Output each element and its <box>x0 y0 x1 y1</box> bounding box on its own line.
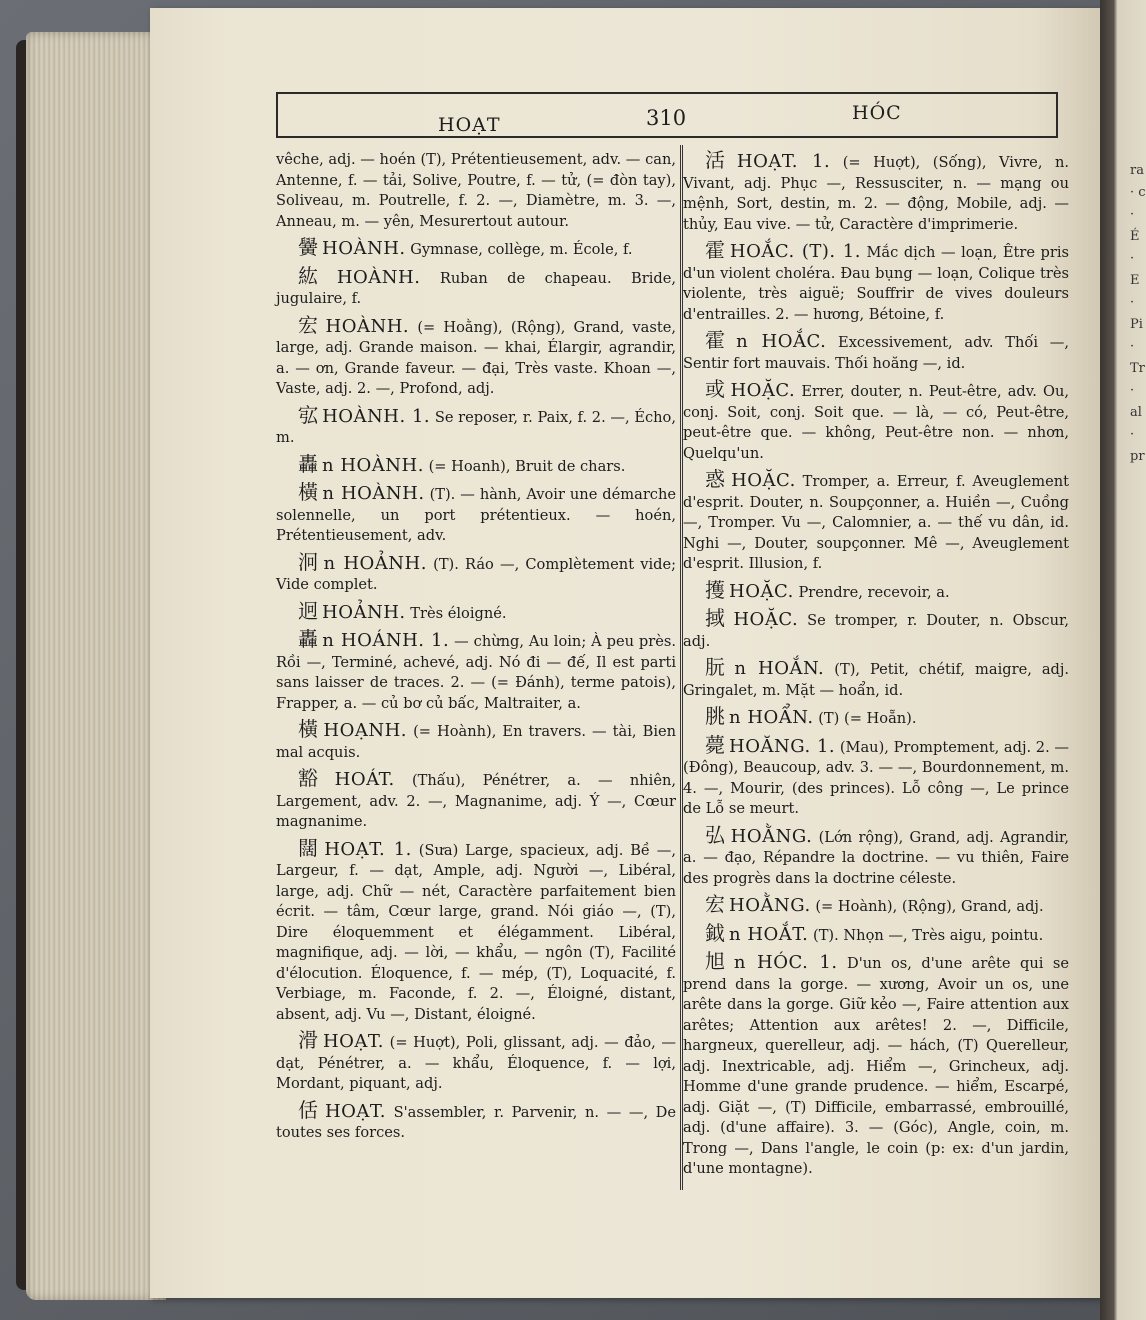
entry-headword: HOẶC. <box>729 580 794 602</box>
dictionary-entry <box>683 150 1069 235</box>
entry-character: 豁 <box>298 766 331 790</box>
entry-character: 宖 <box>298 402 319 427</box>
dictionary-entry <box>683 657 1069 701</box>
entry-definition: (= Hoằng), (Rộng), Grand, vaste, large, adj. Grande maison. — khai, Élargir, agrandir, a. — ơn, Grande faveur. — đại, Très vaste. Khoan —, Vaste, adj. 2. —, Profond, adj. <box>276 318 677 397</box>
entry-headword: HOẶC. <box>730 380 796 401</box>
entry-definition: Se tromper, r. Douter, n. Obscur, adj. <box>683 612 1070 650</box>
entry-character: 鉞 <box>705 920 725 945</box>
entry-definition: Excessivement, adv. Thối —, Sentir fort mauvais. Thối hoăng —, id. <box>683 334 1069 372</box>
entry-definition: (= Hoành), (Rộng), Grand, adj. <box>815 898 1044 915</box>
entry-headword: n HOẨN. <box>729 707 814 728</box>
entry-headword: n HOÀNH. <box>322 483 425 504</box>
dictionary-entry <box>683 469 1069 575</box>
entry-headword: HOĂNG. 1. <box>729 735 836 757</box>
entry-character: 宏 <box>298 312 322 337</box>
entry-definition: Gymnase, collège, m. École, f. <box>410 241 633 258</box>
continued-entry <box>276 150 676 232</box>
dictionary-entry <box>276 598 676 625</box>
running-header <box>276 92 1058 138</box>
entry-definition: (T). Ráo —, Complètement vide; Vide complet. <box>276 555 677 593</box>
entry-character: 弘 <box>705 822 727 847</box>
entry-headword: HOẢNH. <box>322 601 406 623</box>
dictionary-entry <box>276 451 676 478</box>
dictionary-entry <box>683 894 1069 918</box>
dictionary-entry <box>276 835 677 1026</box>
entry-headword: HOẠT. <box>322 1031 385 1052</box>
dictionary-entry <box>276 1030 676 1095</box>
entry-character: 宏 <box>705 892 725 916</box>
entry-definition: Prendre, recevoir, a. <box>798 583 950 601</box>
dictionary-entry <box>276 402 676 449</box>
entry-definition: D'un os, d'une arête qui se prend dans la gorge. — xương, Avoir un os, une arête dans la gorge. Giữ kẻo —, Faire attention aux arêtes; Attention aux arêtes! 2. —, Difficile, hargneux, querelleur, adj. — hách, (T) Querelleur, adj. Inextricable, adj. Hiểm —, Grincheux, adj. Homme d'une grande prudence. — hiểm, Escarpé, adj. Giặt —, (T) Difficile, embarrassé, embrouillé, adj. (d'une affaire). 3. — (Góc), Angle, coin, m. Trong —, Dans l'angle, le coin (p: ex: d'un jardin, d'une montagne). <box>683 955 1069 1177</box>
dictionary-entry <box>276 1097 677 1144</box>
entry-headword: HOẠT. <box>324 1100 387 1122</box>
header-left-word: HOẠT <box>438 114 501 136</box>
dictionary-entry <box>683 920 1069 947</box>
entry-character: 掝 <box>705 606 730 630</box>
entry-headword: HOÀNH. 1. <box>322 405 431 427</box>
page-number: 310 <box>646 106 687 130</box>
entry-character: 迥 <box>298 598 318 623</box>
entry-definition: (Sưa) Large, spacieux, adj. Bề —, Largeur, f. — dạt, Ample, adj. Người —, Libéral, large, adj. Chữ — nét, Caractère parfaitement bien écrit. — tâm, Cœur large, grand. Nói giáo —, (T), Dire éloquemment et élégamment. Libéral, magnifique, adj. — lời, — khẩu, — ngôn (T), Facilité d'élocution. Éloquence, f. — mép, (T), Loquacité, f. Verbiage, m. Faconde, f. 2. —, Éloigné, distant, absent, adj. Vu —, Distant, éloigné. <box>276 841 677 1023</box>
dictionary-entry <box>683 240 1069 325</box>
entry-definition: (= Hoành), En travers. — tài, Bien mal acquis. <box>276 723 677 761</box>
entry-headword: n HOÀNH. <box>322 454 424 476</box>
entry-character: 滑 <box>298 1028 319 1052</box>
entry-headword: n HOẮN. <box>734 658 825 679</box>
dictionary-entry <box>683 822 1069 890</box>
entry-definition: (Mau), Promptement, adj. 2. — (Đông), Beaucoup, adv. 3. — —, Bourdonnement, m. 4. —, Mourir, (des princes). Lỗ công —, Le prince de Lỗ se meurt. <box>683 738 1070 817</box>
entry-character: 霍 <box>705 238 726 262</box>
entry-definition: — chừng, Au loin; À peu près. Rồi —, Terminé, achevé, adj. Nó đi — đế, Il est parti sans laisser de traces. 2. — (= Đánh), terme patois), Frapper, a. — củ bơ củ bấc, Maltraiter, a. <box>276 633 677 712</box>
entry-character: 或 <box>705 377 727 401</box>
entry-character: 擭 <box>705 577 725 602</box>
entry-headword: HOẰNG. <box>729 895 811 916</box>
dictionary-entry <box>683 330 1069 374</box>
entry-character: 薨 <box>705 732 726 757</box>
entry-definition: Très éloigné. <box>410 604 507 622</box>
entry-character: 旭 <box>705 949 730 973</box>
dictionary-entry <box>276 549 677 596</box>
entry-definition: (= Hoanh), Bruit de chars. <box>428 457 626 475</box>
dictionary-entry <box>683 951 1069 1180</box>
dictionary-entry <box>276 719 676 763</box>
entry-definition: (T) (= Hoẵn). <box>818 710 917 727</box>
entry-headword: n HÓC. 1. <box>733 952 838 973</box>
dictionary-entry <box>683 732 1070 820</box>
entry-definition: (Thấu), Pénétrer, a. — nhiên, Largement, adv. 2. —, Magnanime, adj. Ý —, Cœur magnanime. <box>276 772 676 830</box>
entry-character: 轟 <box>298 627 319 651</box>
dictionary-entry <box>276 482 676 547</box>
header-right-word: HÓC <box>852 102 902 124</box>
entry-headword: n HOÁNH. 1. <box>322 630 450 651</box>
entry-character: 活 <box>705 148 733 172</box>
entry-headword: HOÀNH. <box>336 266 421 288</box>
entry-headword: HOẠT. 1. <box>736 151 831 172</box>
entry-headword: HOẰNG. <box>730 825 813 847</box>
entry-headword: HOẶC. <box>731 470 796 491</box>
entry-character: 橫 <box>298 717 320 741</box>
entry-definition: vêche, adj. — hoén (T), Prétentieusement, adv. — can, Antenne, f. — tải, Solive, Poutre, f. — tử, (= đòn tay), Soliveau, m. Poutrelle, f. 2. —, Diamètre, m. 3. —, Anneau, m. — yên, Mesurertout autour. <box>276 151 676 230</box>
entry-definition: (Lớn rộng), Grand, adj. Agrandir, a. — đạo, Répandre la doctrine. — vu thiên, Faire des progrès dans la doctrine céleste. <box>683 828 1069 887</box>
entry-character: 朓 <box>705 704 725 728</box>
entry-character: 惑 <box>705 467 728 491</box>
entry-headword: n HOẢNH. <box>323 552 427 574</box>
right-column <box>683 150 1069 1185</box>
entry-definition: Mắc dịch — loạn, Être pris d'un violent choléra. Đau bụng — loạn, Colique très violente, très aiguë; Souffrir de vives douleurs d'entrailles. 2. — hương, Bétoine, f. <box>683 244 1069 323</box>
dictionary-entry <box>276 629 676 714</box>
dictionary-entry <box>683 706 1069 730</box>
entry-headword: HOẠNH. <box>323 720 408 741</box>
entry-definition: (= Huợt), (Sống), Vivre, n. Vivant, adj. Phục —, Ressusciter, n. — mạng ou mệnh, Sort, destin, m. 2. — động, Mobile, adj. — thủy, Eau vive. — tử, Caractère d'imprimerie. <box>683 154 1070 233</box>
left-column <box>276 150 676 1149</box>
entry-headword: HOÀNH. <box>325 315 410 337</box>
dictionary-entry <box>276 237 676 261</box>
entry-character: 闊 <box>298 835 321 860</box>
entry-character: 朊 <box>705 655 731 679</box>
entry-headword: HOẶC. <box>733 609 799 630</box>
entry-definition: (T). — hành, Avoir une démarche solennelle, un port prétentieux. — hoén, Prétentieusement, adv. <box>276 486 677 544</box>
entry-definition: Errer, douter, n. Peut-être, adv. Ou, conj. Soit, conj. Soit que. — là, — có, Peut-être, peut-être que. — không, Peut-être non. — nhơn, Quelqu'un. <box>683 383 1069 462</box>
page-edges <box>26 32 166 1300</box>
entry-character: 黌 <box>298 235 318 259</box>
entry-headword: HOẠT. 1. <box>324 838 412 860</box>
entry-definition: (= Huợt), Poli, glissant, adj. — đảo, — dạt, Pénétrer, a. — khẩu, Éloquence, f. — lợi, Mordant, piquant, adj. <box>276 1034 676 1092</box>
entry-character: 佸 <box>298 1097 321 1122</box>
dictionary-entry <box>276 263 677 310</box>
entry-definition: Se reposer, r. Paix, f. 2. —, Écho, m. <box>276 408 676 446</box>
entry-definition: Ruban de chapeau. Bride, jugulaire, f. <box>276 269 677 307</box>
entry-definition: (T). Nhọn —, Très aigu, pointu. <box>813 926 1044 944</box>
entry-headword: HOÁT. <box>334 769 395 790</box>
dictionary-entry <box>276 312 677 400</box>
dictionary-entry <box>683 379 1069 464</box>
dictionary-entry <box>683 577 1069 604</box>
entry-character: 轟 <box>298 451 318 476</box>
entry-character: 橫 <box>298 480 319 504</box>
entry-definition: (T), Petit, chétif, maigre, adj. Gringalet, m. Mặt — hoẩn, id. <box>683 661 1070 699</box>
adjacent-page-text: ra · c · É · E · Pi · Tr · al · pr <box>1130 163 1146 464</box>
entry-definition: S'assembler, r. Parvenir, n. — —, De toutes ses forces. <box>276 1103 677 1141</box>
entry-headword: n HOẮT. <box>729 923 809 945</box>
dictionary-entry <box>276 768 676 833</box>
dictionary-entry <box>683 608 1069 652</box>
entry-definition: Tromper, a. Erreur, f. Aveuglement d'esprit. Douter, n. Soupçonner, a. Huiền —, Cuồng —, Tromper. Vu —, Calomnier, a. — thế vu dân, id. Nghi —, Douter, soupçonner. Mê —, Aveuglement d'esprit. Illusion, f. <box>683 473 1069 572</box>
entry-character: 紘 <box>298 263 333 288</box>
entry-character: 泂 <box>298 549 320 574</box>
entry-headword: n HOẮC. <box>736 331 827 352</box>
entry-character: 霍 <box>705 328 733 352</box>
entry-headword: HOẮC. (T). 1. <box>729 241 861 262</box>
entry-headword: HOÀNH. <box>322 238 406 259</box>
